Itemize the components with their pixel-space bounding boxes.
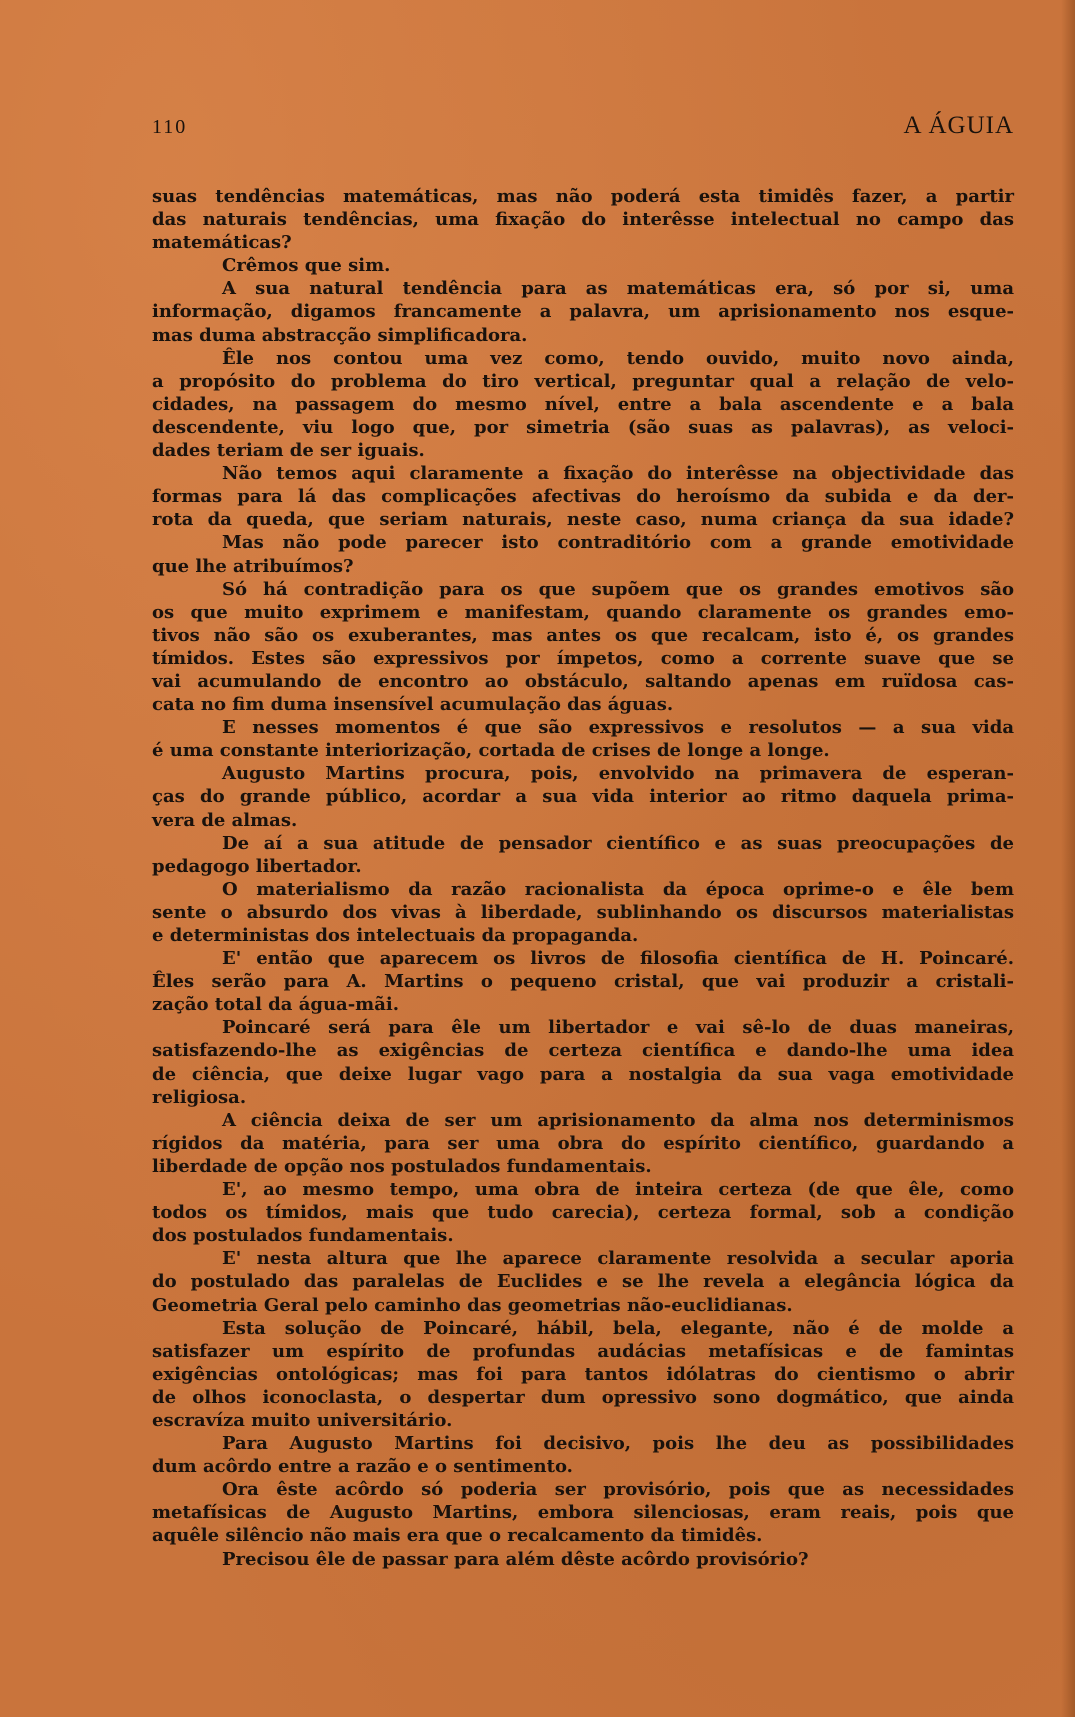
text-line: vera de almas. [152,809,298,831]
text-line: De aí a sua atitude de pensador científico e as suas preocupações de [222,832,1014,854]
text-line: Para Augusto Martins foi decisivo, pois lhe deu as possibilidades [222,1433,1014,1455]
text-line: E', ao mesmo tempo, uma obra de inteira certeza (de que êle, como [222,1179,1014,1201]
text-line: Não temos aqui claramente a fixação do interêsse na objectividade das [222,463,1014,485]
text-line: matemáticas? [152,232,292,254]
text-line: Êles serão para A. Martins o pequeno cristal, que vai produzir a cristali- [152,971,1014,993]
text-line: dum acôrdo entre a razão e o sentimento. [152,1456,573,1478]
text-line: Esta solução de Poincaré, hábil, bela, elegante, não é de molde a [222,1317,1014,1339]
text-line: ças do grande público, acordar a sua vida interior ao ritmo daquela prima- [152,786,1014,808]
text-line: E' nesta altura que lhe aparece claramente resolvida a secular aporia [222,1248,1014,1270]
text-line: pedagogo libertador. [152,855,362,877]
text-line: descendente, viu logo que, por simetria (são suas as palavras), as veloci- [152,416,1014,438]
text-line: escravíza muito universitário. [152,1409,453,1431]
text-line: de ciência, que deixe lugar vago para a nostalgia da sua vaga emotividade [152,1063,1014,1085]
text-line: formas para lá das complicações afectivas do heroísmo da subida e da der- [152,486,1014,508]
text-line: zação total da água-mãi. [152,994,399,1016]
text-line: mas duma abstracção simplificadora. [152,324,528,346]
body-text [152,185,1014,1571]
text-line: cata no fim duma insensível acumulação das águas. [152,694,674,716]
text-line: de olhos iconoclasta, o despertar dum opressivo sono dogmático, que ainda [152,1386,1014,1408]
text-line: religiosa. [152,1086,247,1108]
text-line: E' então que aparecem os livros de filosofia científica de H. Poincaré. [222,948,1014,970]
text-line: tivos não são os exuberantes, mas antes os que recalcam, isto é, os grandes [152,624,1014,646]
text-line: aquêle silêncio não mais era que o recalcamento da timidês. [152,1525,763,1547]
page-edge-shadow [1061,0,1075,1717]
page-header [152,112,1014,152]
text-line: Poincaré será para êle um libertador e vai sê-lo de duas maneiras, [222,1017,1014,1039]
text-line: rígidos da matéria, para ser uma obra do espírito científico, guardando a [152,1132,1014,1154]
text-line: liberdade de opção nos postulados fundamentais. [152,1155,652,1177]
text-line: dos postulados fundamentais. [152,1225,454,1247]
text-line: E nesses momentos é que são expressivos e resolutos — a sua vida [222,717,1014,739]
text-line: Êle nos contou uma vez como, tendo ouvido, muito novo ainda, [222,347,1014,369]
text-line: do postulado das paralelas de Euclides e se lhe revela a elegância lógica da [152,1271,1014,1293]
running-title: A ÁGUIA [903,112,1014,139]
text-line: a propósito do problema do tiro vertical, preguntar qual a relação de velo- [152,370,1014,392]
text-line: A ciência deixa de ser um aprisionamento da alma nos determinismos [222,1109,1014,1131]
text-line: metafísicas de Augusto Martins, embora silenciosas, eram reais, pois que [152,1502,1014,1524]
text-line: vai acumulando de encontro ao obstáculo, saltando apenas em ruïdosa cas- [152,670,1014,692]
page-number: 110 [152,116,188,138]
text-line: todos os tímidos, mais que tudo carecia), certeza formal, sob a condição [152,1202,1014,1224]
text-line: Augusto Martins procura, pois, envolvido na primavera de esperan- [222,763,1014,785]
text-line: satisfazer um espírito de profundas audácias metafísicas e de famintas [152,1340,1014,1362]
text-line: tímidos. Estes são expressivos por ímpetos, como a corrente suave que se [152,647,1014,669]
text-line: Ora êste acôrdo só poderia ser provisório, pois que as necessidades [222,1479,1014,1501]
text-line: suas tendências matemáticas, mas não poderá esta timidês fazer, a partir [152,186,1014,207]
text-line: e deterministas dos intelectuais da propaganda. [152,925,639,946]
text-line: rota da queda, que seriam naturais, neste caso, numa criança da sua idade? [152,509,1014,531]
text-line: Mas não pode parecer isto contraditório com a grande emotividade [222,532,1014,554]
text-line: que lhe atribuímos? [152,555,354,577]
text-line: sente o absurdo dos vivas à liberdade, sublinhando os discursos materialistas [152,901,1014,923]
text-line: exigências ontológicas; mas foi para tantos idólatras do cientismo o abrir [152,1363,1014,1385]
text-line: Crêmos que sim. [222,255,391,277]
text-line: dades teriam de ser iguais. [152,440,425,462]
text-line: é uma constante interiorização, cortada de crises de longe a longe. [152,740,830,762]
text-line: A sua natural tendência para as matemáticas era, só por si, uma [222,278,1014,300]
text-line: O materialismo da razão racionalista da época oprime-o e êle bem [222,878,1014,900]
text-line: Precisou êle de passar para além dêste acôrdo provisório? [222,1548,809,1570]
text-line: informação, digamos francamente a palavra, um aprisionamento nos esque- [152,301,1014,323]
text-line: cidades, na passagem do mesmo nível, entre a bala ascendente e a bala [152,393,1014,415]
text-line: Só há contradição para os que supõem que os grandes emotivos são [222,578,1014,600]
text-line: os que muito exprimem e manifestam, quando claramente os grandes emo- [152,601,1014,623]
text-line: das naturais tendências, uma fixação do interêsse intelectual no campo das [152,209,1014,231]
text-line: satisfazendo-lhe as exigências de certeza científica e dando-lhe uma idea [152,1040,1014,1062]
text-line: Geometria Geral pelo caminho das geometrias não-euclidianas. [152,1294,793,1316]
